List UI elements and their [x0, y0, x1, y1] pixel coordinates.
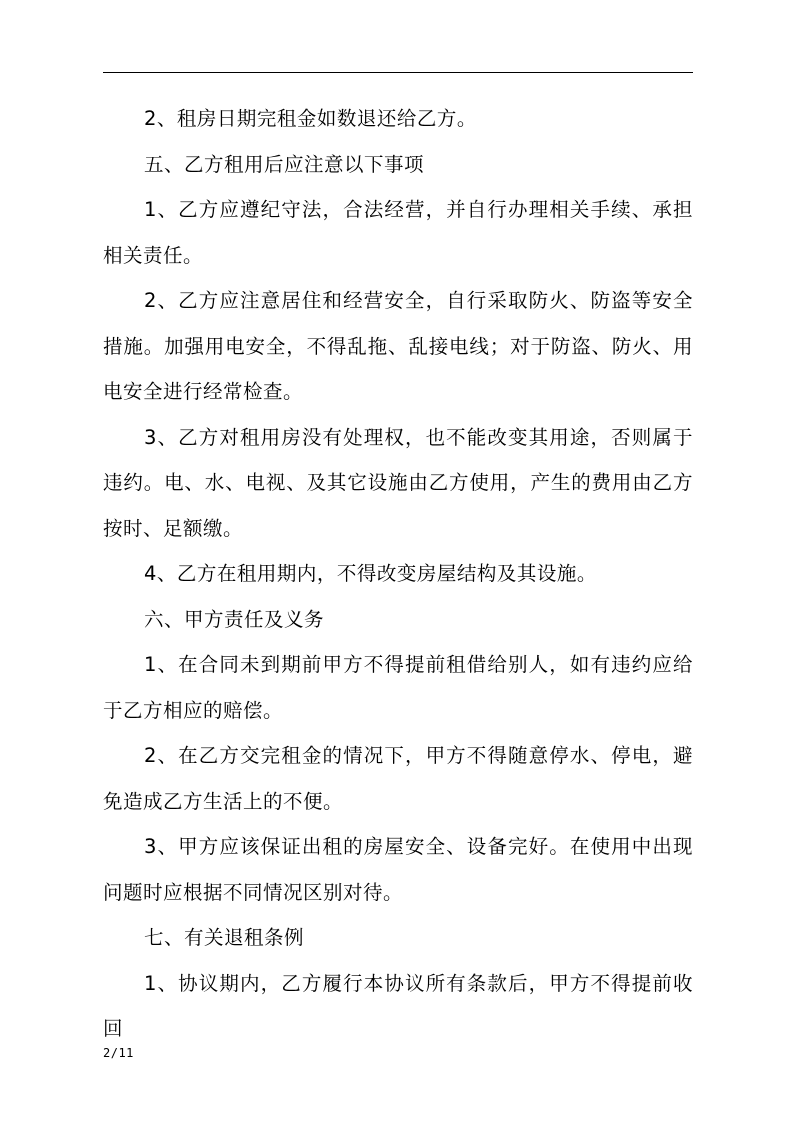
paragraph: 2、在乙方交完租金的情况下，甲方不得随意停水、停电，避免造成乙方生活上的不便。 [103, 744, 693, 813]
section-heading: 六、甲方责任及义务 [144, 607, 325, 631]
document-body [103, 96, 693, 1052]
section-heading: 五、乙方租用后应注意以下事项 [144, 152, 425, 176]
page-number: 2/11 [103, 1046, 134, 1060]
paragraph: 2、租房日期完租金如数退还给乙方。 [144, 107, 477, 130]
paragraph: 3、甲方应该保证出租的房屋安全、设备完好。在使用中出现问题时应根据不同情况区别对待。 [103, 835, 693, 904]
paragraph: 1、协议期内，乙方履行本协议所有条款后，甲方不得提前收回 [103, 971, 693, 1040]
header-rule [103, 72, 693, 73]
paragraph: 3、乙方对租用房没有处理权，也不能改变其用途，否则属于违约。电、水、电视、及其它设施由乙方使用，产生的费用由乙方按时、足额缴。 [103, 425, 693, 540]
paragraph: 1、在合同未到期前甲方不得提前租借给别人，如有违约应给于乙方相应的赔偿。 [103, 653, 693, 722]
paragraph: 1、乙方应遵纪守法，合法经营，并自行办理相关手续、承担相关责任。 [103, 198, 693, 267]
paragraph: 2、乙方应注意居住和经营安全，自行采取防火、防盗等安全措施。加强用电安全，不得乱拖、乱接电线；对于防盗、防火、用电安全进行经常检查。 [103, 289, 693, 403]
paragraph: 4、乙方在租用期内，不得改变房屋结构及其设施。 [144, 562, 597, 585]
section-heading: 七、有关退租条例 [144, 926, 305, 949]
